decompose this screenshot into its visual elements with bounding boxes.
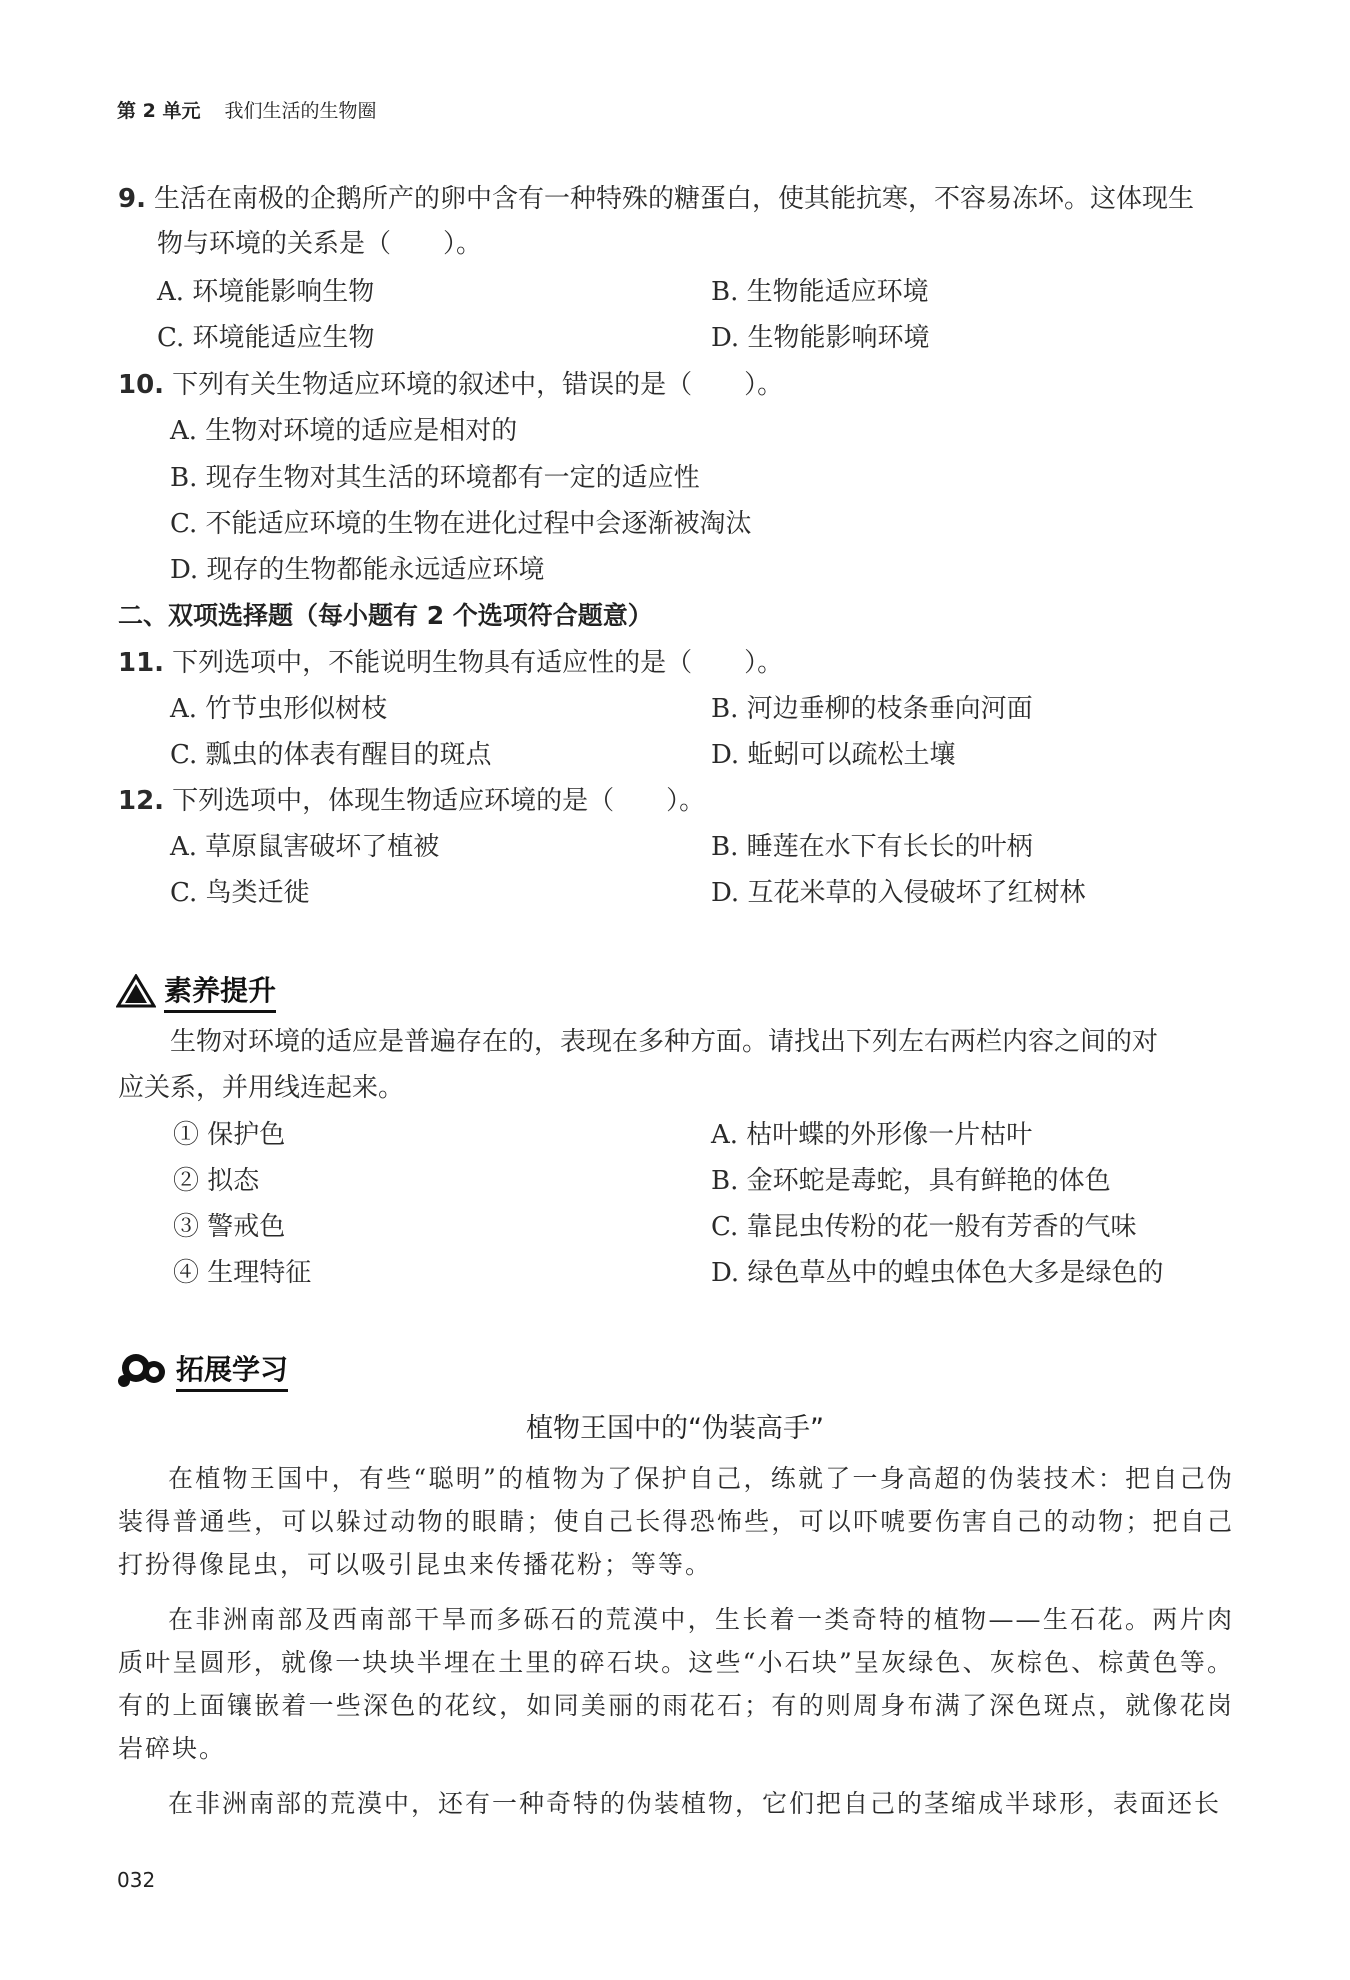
option-d: D. 蚯蚓可以疏松土壤 — [711, 740, 956, 770]
right-column-item: D. 绿色草丛中的蝗虫体色大多是绿色的 — [711, 1258, 1164, 1288]
extension-title: 拓展学习 — [176, 1348, 288, 1392]
question-text: 生活在南极的企鹅所产的卵中含有一种特殊的糖蛋白，使其能抗寒，不容易冻坏。这体现生 — [153, 184, 1194, 214]
extension-icon — [116, 1352, 168, 1388]
option-a: A. 竹节虫形似树枝 — [170, 694, 388, 724]
option-a: A. 生物对环境的适应是相对的 — [170, 416, 518, 446]
left-column-item: ① 保护色 — [173, 1120, 286, 1150]
left-column-item: ② 拟态 — [173, 1166, 260, 1196]
literacy-intro-line2: 应关系，并用线连起来。 — [118, 1073, 405, 1103]
question-10-stem — [118, 367, 783, 403]
question-number: 10. — [118, 370, 165, 400]
literacy-title: 素养提升 — [164, 969, 276, 1013]
triangle-icon — [116, 974, 156, 1008]
option-b: B. 生物能适应环境 — [711, 277, 929, 307]
page-header — [117, 96, 377, 123]
article-title: 植物王国中的“伪装高手” — [526, 1413, 824, 1444]
option-c: C. 不能适应环境的生物在进化过程中会逐渐被淘汰 — [170, 509, 752, 539]
question-number: 11. — [118, 648, 165, 678]
section-title: 二、双项选择题（每小题有 2 个选项符合题意） — [118, 601, 653, 630]
question-9-stem-line2: 物与环境的关系是（ ）。 — [157, 229, 483, 259]
option-c: C. 鸟类迁徙 — [170, 878, 310, 908]
left-column-item: ④ 生理特征 — [173, 1258, 312, 1288]
right-column-item: A. 枯叶蝶的外形像一片枯叶 — [711, 1120, 1033, 1150]
option-d: D. 生物能影响环境 — [711, 323, 930, 353]
option-c: C. 环境能适应生物 — [157, 323, 375, 353]
option-a: A. 草原鼠害破坏了植被 — [170, 832, 440, 862]
right-column-item: C. 靠昆虫传粉的花一般有芳香的气味 — [711, 1212, 1137, 1242]
option-b: B. 睡莲在水下有长长的叶柄 — [711, 832, 1033, 862]
article-paragraph: 在非洲南部的荒漠中，还有一种奇特的伪装植物，它们把自己的茎缩成半球形，表面还长 — [168, 1789, 1222, 1818]
article-paragraph: 在非洲南部及西南部干旱而多砾石的荒漠中，生长着一类奇特的植物——生石花。两片肉质叶呈圆形，就像一块块半埋在土里的碎石块。这些“小石块”呈灰绿色、灰棕色、棕黄色等。有的上面镶嵌着一些深色的花纹，如同美丽的雨花石；有的则周身布满了深色斑点，就像花岗岩碎块。 — [118, 1605, 1234, 1763]
question-number: 9. — [118, 184, 146, 214]
unit-title: 我们生活的生物圈 — [224, 100, 377, 122]
question-12-stem — [118, 783, 705, 819]
option-a: A. 环境能影响生物 — [157, 277, 375, 307]
question-text: 下列选项中，不能说明生物具有适应性的是（ ）。 — [172, 648, 784, 678]
article-paragraph: 在植物王国中，有些“聪明”的植物为了保护自己，练就了一身高超的伪装技术：把自己伪装得普通些，可以躲过动物的眼睛；使自己长得恐怖些，可以吓唬要伤害自己的动物；把自己打扮得像昆虫，可以吸引昆虫来传播花粉；等等。 — [118, 1464, 1234, 1579]
option-b: B. 现存生物对其生活的环境都有一定的适应性 — [170, 463, 700, 493]
question-11-stem — [118, 645, 783, 681]
option-d: D. 现存的生物都能永远适应环境 — [170, 555, 545, 585]
extension-heading — [116, 1348, 288, 1392]
literacy-intro-line1: 生物对环境的适应是普遍存在的，表现在多种方面。请找出下列左右两栏内容之间的对 — [170, 1027, 1159, 1057]
option-d: D. 互花米草的入侵破坏了红树林 — [711, 878, 1086, 908]
question-text: 下列选项中，体现生物适应环境的是（ ）。 — [172, 786, 706, 816]
question-text: 下列有关生物适应环境的叙述中，错误的是（ ）。 — [172, 370, 784, 400]
option-b: B. 河边垂柳的枝条垂向河面 — [711, 694, 1033, 724]
literacy-heading — [116, 969, 276, 1013]
question-number: 12. — [118, 786, 165, 816]
right-column-item: B. 金环蛇是毒蛇，具有鲜艳的体色 — [711, 1166, 1111, 1196]
unit-label: 第 2 单元 — [117, 100, 201, 122]
left-column-item: ③ 警戒色 — [173, 1212, 286, 1242]
page-number: 032 — [117, 1868, 156, 1892]
option-c: C. 瓢虫的体表有醒目的斑点 — [170, 740, 492, 770]
question-9-stem-line1 — [118, 181, 1194, 217]
